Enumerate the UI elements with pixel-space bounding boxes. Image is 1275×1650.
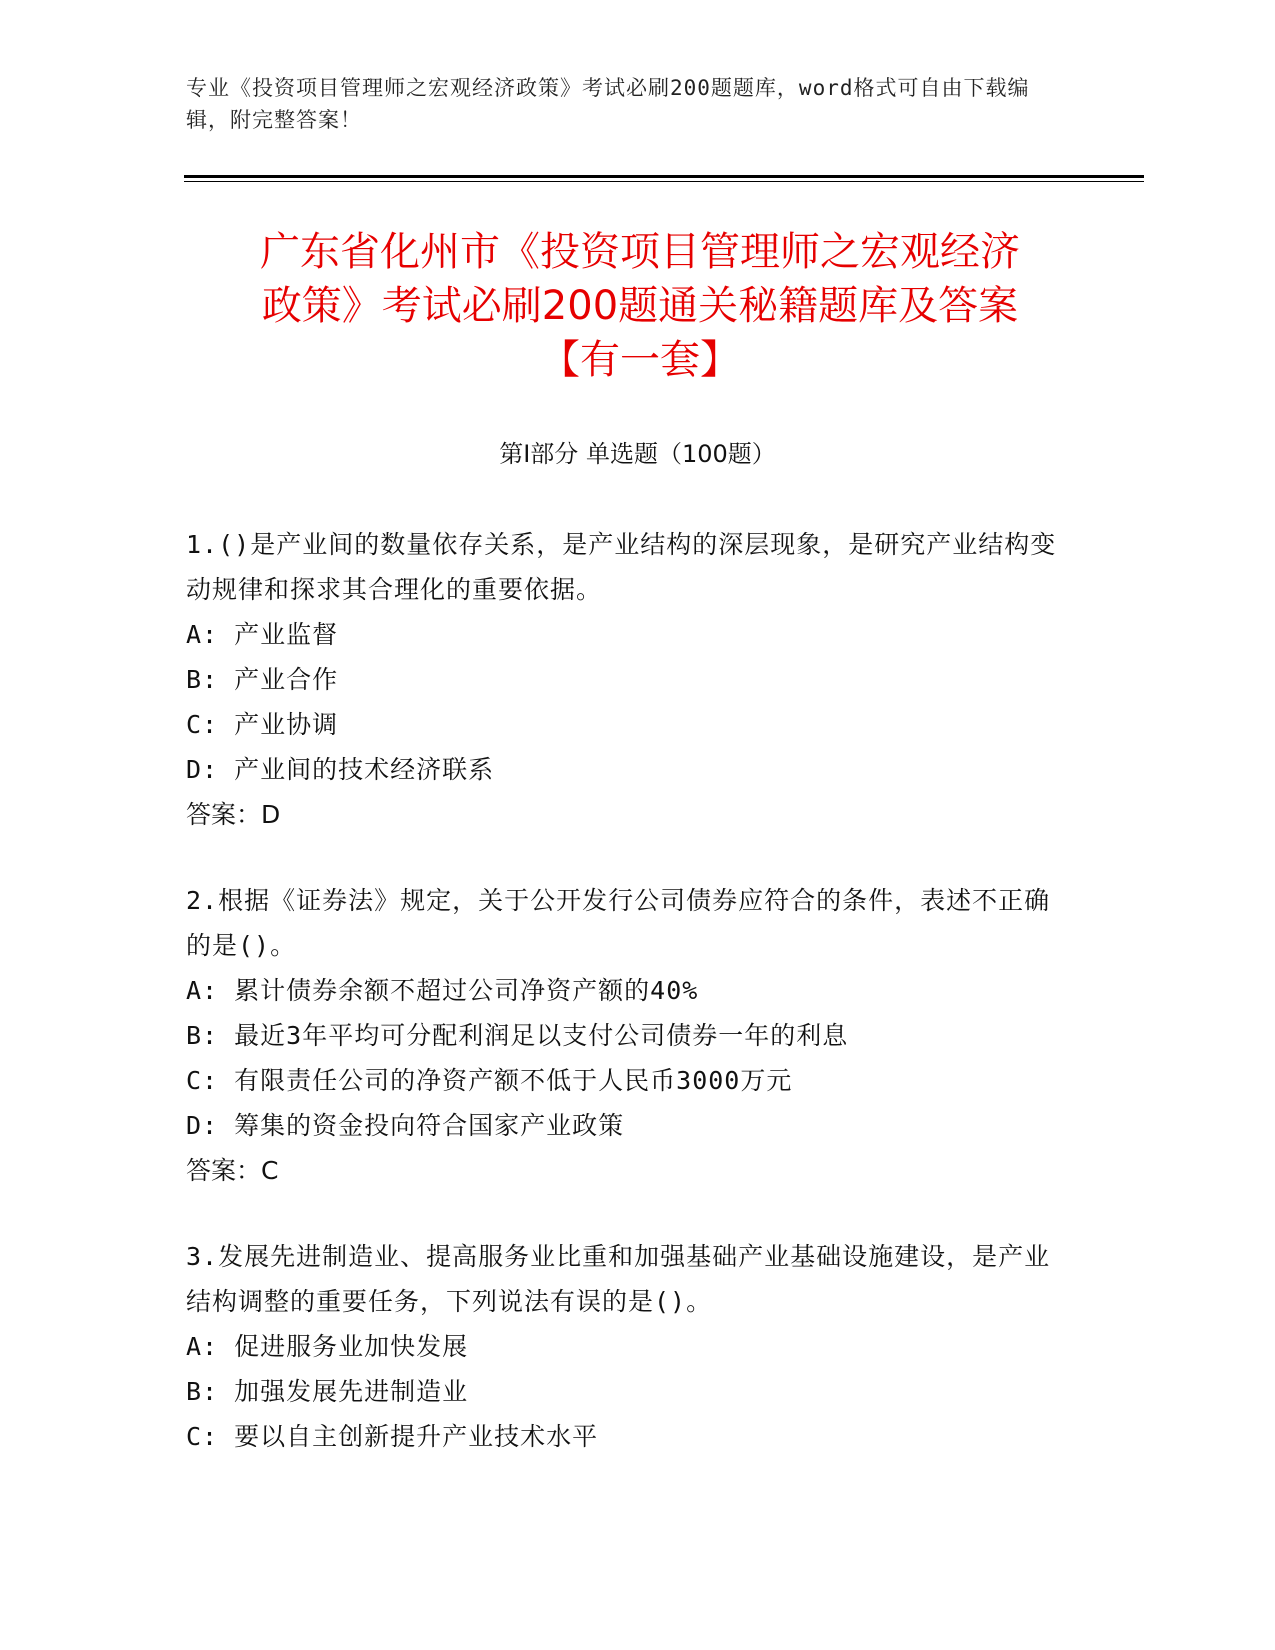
document-title-line-2: 政策》考试必刷200题通关秘籍题库及答案 (261, 283, 1019, 329)
document-title-line-1: 广东省化州市《投资项目管理师之宏观经济 (260, 229, 1020, 275)
question-stem: 2.根据《证券法》规定，关于公开发行公司债券应符合的条件，表述不正确的是()。 (186, 886, 1051, 960)
question-list (186, 522, 1066, 1500)
header-divider-thick (184, 175, 1144, 178)
option-b: B: 最近3年平均可分配利润足以支付公司债券一年的利息 (186, 1021, 849, 1050)
option-c: C: 要以自主创新提升产业技术水平 (186, 1422, 599, 1451)
option-c: C: 产业协调 (186, 710, 339, 739)
option-a: A: 累计债券余额不超过公司净资产额的40% (186, 976, 699, 1005)
header-divider-thin (184, 181, 1144, 182)
option-b: B: 加强发展先进制造业 (186, 1377, 469, 1406)
section-title: 第I部分 单选题（100题） (499, 440, 776, 468)
question-1 (186, 522, 1066, 837)
option-b: B: 产业合作 (186, 665, 339, 694)
option-a: A: 促进服务业加快发展 (186, 1332, 469, 1361)
answer-label: 答案：D (186, 800, 281, 829)
question-2 (186, 878, 1066, 1193)
question-3 (186, 1234, 1066, 1459)
option-d: D: 产业间的技术经济联系 (186, 755, 495, 784)
header-note: 专业《投资项目管理师之宏观经济政策》考试必刷200题题库，word格式可自由下载编辑，附完整答案！ (186, 76, 1030, 132)
question-stem: 1.()是产业间的数量依存关系，是产业结构的深层现象，是研究产业结构变动规律和探求其合理化的重要依据。 (186, 530, 1057, 604)
question-stem: 3.发展先进制造业、提高服务业比重和加强基础产业基础设施建设，是产业结构调整的重要任务，下列说法有误的是()。 (186, 1242, 1051, 1316)
document-title (190, 225, 1090, 387)
option-d: D: 筹集的资金投向符合国家产业政策 (186, 1111, 625, 1140)
option-a: A: 产业监督 (186, 620, 339, 649)
document-title-line-3: 【有一套】 (540, 337, 740, 383)
option-c: C: 有限责任公司的净资产额不低于人民币3000万元 (186, 1066, 793, 1095)
answer-label: 答案：C (186, 1156, 279, 1185)
